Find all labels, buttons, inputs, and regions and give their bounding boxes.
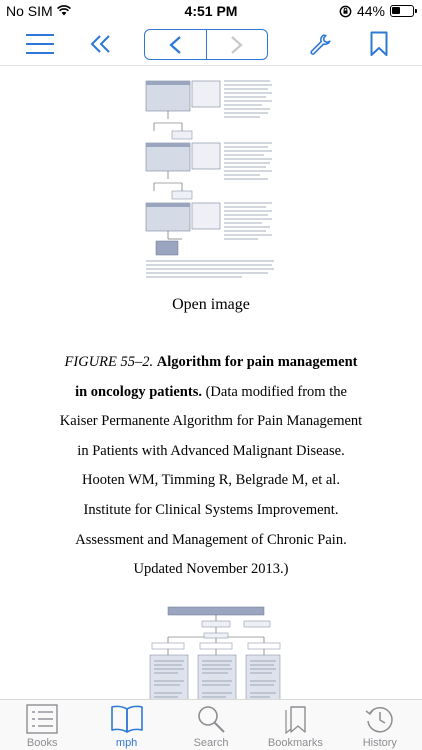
tab-mph[interactable]	[84, 700, 168, 750]
wrench-icon	[309, 33, 331, 55]
bookmark-button[interactable]	[366, 22, 392, 66]
open-image-link[interactable]: Open image	[172, 296, 250, 313]
tab-bookmarks-label: Bookmarks	[267, 737, 323, 749]
figure-thumbnail[interactable]	[142, 77, 278, 282]
history-icon	[363, 704, 397, 734]
status-bar	[0, 0, 422, 22]
bookmarks-icon	[278, 704, 312, 734]
figure-label: FIGURE 55–2.	[64, 354, 154, 370]
figure-title: Algorithm for pain management in oncology patients.	[75, 354, 358, 400]
previous-page-button[interactable]	[145, 30, 206, 59]
bookmark-icon	[370, 31, 388, 57]
open-book-icon	[110, 704, 144, 734]
reader-toolbar	[0, 22, 422, 66]
tab-history[interactable]	[338, 700, 422, 750]
tab-history-label: History	[362, 737, 397, 749]
tab-bar	[0, 699, 422, 750]
status-right	[339, 3, 414, 19]
settings-button[interactable]	[306, 22, 334, 66]
clock: 4:51 PM	[184, 3, 238, 19]
battery-fill	[392, 7, 400, 14]
tab-search[interactable]	[169, 700, 253, 750]
figure-source-text: (Data modified from the Kaiser Permanente Algorithm for Pain Management in Patients with Advanced Malignant Disease. Hooten WM, Timming R, Belgrade M, et al. Institute for Clinical Systems Improvement. Assessment and Management of Chronic Pain. Updated November 2013.)	[59, 383, 363, 578]
tab-search-label: Search	[193, 737, 229, 749]
figure-thumbnail-2[interactable]	[148, 605, 282, 699]
chevron-left-icon	[168, 35, 182, 55]
page-nav-group	[144, 29, 268, 60]
back-to-start-button[interactable]	[84, 22, 118, 66]
search-icon	[194, 704, 228, 734]
chevron-right-icon	[230, 35, 244, 55]
orientation-lock-icon	[339, 5, 352, 18]
tab-books-label: Books	[26, 737, 58, 749]
tab-bookmarks[interactable]	[253, 700, 337, 750]
tab-books[interactable]	[0, 700, 84, 750]
next-page-button[interactable]	[206, 30, 268, 59]
menu-icon	[25, 33, 55, 55]
battery-percent: 44%	[356, 3, 385, 19]
carrier-label: No SIM	[6, 3, 53, 19]
figure-caption	[58, 348, 364, 585]
book-page[interactable]	[0, 67, 422, 699]
battery-icon	[390, 5, 414, 17]
double-chevron-left-icon	[90, 35, 112, 53]
tab-mph-label: mph	[115, 737, 138, 749]
list-icon	[25, 704, 59, 734]
menu-button[interactable]	[20, 22, 60, 66]
